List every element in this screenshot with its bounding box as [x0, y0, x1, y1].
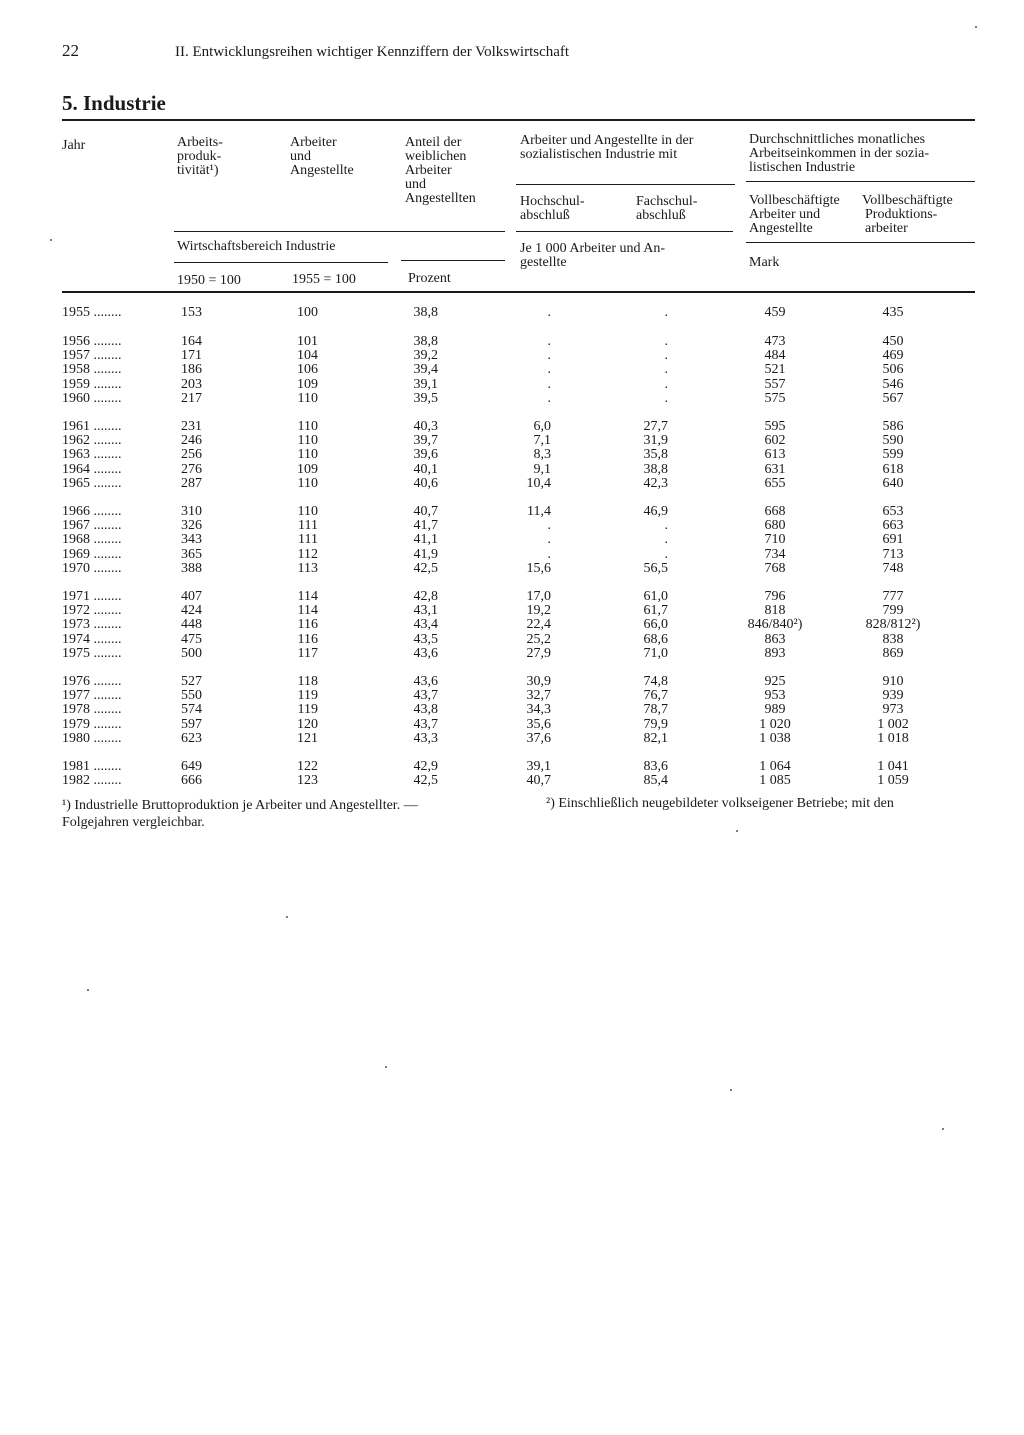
- cell-anteil-weiblich: 39,1: [413, 376, 438, 392]
- cell-anteil-weiblich: 42,8: [413, 589, 438, 604]
- cell-arbeiter: 118: [297, 674, 318, 689]
- header-anteil-weiblich: Anteil der weiblichen Arbeiter und Angestellten: [405, 135, 476, 206]
- header-sozialistische-industrie: Arbeiter und Angestellte in der sozialistischen Industrie mit: [520, 133, 694, 162]
- cell-produktivitaet: 649: [181, 759, 202, 774]
- cell-anteil-weiblich: 39,4: [413, 362, 438, 378]
- cell-arbeiter: 110: [297, 504, 318, 519]
- cell-einkommen-aa: 796: [764, 589, 786, 604]
- header-arbeitsproduktivitaet: Arbeits- produk- tivität¹): [177, 135, 223, 178]
- cell-year: 1964 ........: [62, 461, 122, 477]
- cell-einkommen-aa: 680: [764, 518, 786, 534]
- rule-einkommen: [746, 181, 975, 182]
- cell-anteil-weiblich: 43,4: [413, 617, 438, 633]
- cell-einkommen-pa: 713: [882, 546, 904, 562]
- cell-hochschul: .: [547, 362, 551, 378]
- cell-hochschul: 27,9: [526, 645, 551, 661]
- cell-produktivitaet: 343: [181, 532, 202, 548]
- rule-mark-top: [746, 242, 975, 243]
- cell-year: 1979 ........: [62, 716, 122, 732]
- cell-arbeiter: 101: [297, 334, 318, 349]
- cell-hochschul: 35,6: [526, 716, 551, 732]
- cell-einkommen-aa: 768: [764, 560, 786, 576]
- cell-arbeiter: 121: [297, 730, 318, 746]
- cell-einkommen-aa: 668: [764, 504, 786, 519]
- cell-einkommen-aa: 1 064: [759, 759, 791, 774]
- header-base-1950: 1950 = 100: [177, 273, 241, 288]
- cell-einkommen-pa: 1 041: [877, 759, 909, 774]
- scan-speck: [736, 830, 738, 832]
- cell-arbeiter: 119: [297, 688, 318, 704]
- cell-einkommen-aa: 893: [764, 645, 786, 661]
- cell-einkommen-pa: 546: [882, 376, 904, 392]
- cell-year: 1973 ........: [62, 617, 122, 633]
- cell-einkommen-aa: 484: [764, 348, 786, 364]
- cell-produktivitaet: 597: [181, 716, 202, 732]
- cell-einkommen-pa: 663: [882, 518, 904, 534]
- cell-einkommen-pa: 653: [882, 504, 904, 519]
- cell-einkommen-aa: 1 020: [759, 716, 791, 732]
- cell-anteil-weiblich: 39,6: [413, 447, 438, 463]
- cell-produktivitaet: 365: [181, 546, 202, 562]
- cell-einkommen-aa: 818: [764, 603, 786, 619]
- cell-anteil-weiblich: 43,1: [413, 603, 438, 619]
- cell-einkommen-pa: 1 018: [877, 730, 909, 746]
- cell-hochschul: .: [547, 348, 551, 364]
- cell-arbeiter: 109: [297, 376, 318, 392]
- cell-einkommen-pa: 640: [882, 475, 904, 491]
- cell-hochschul: 40,7: [526, 773, 551, 789]
- cell-year: 1966 ........: [62, 504, 122, 519]
- cell-year: 1971 ........: [62, 589, 122, 604]
- cell-anteil-weiblich: 38,8: [413, 334, 438, 349]
- cell-hochschul: 17,0: [526, 589, 551, 604]
- cell-fachschul: .: [664, 546, 668, 562]
- cell-produktivitaet: 326: [181, 518, 202, 534]
- cell-anteil-weiblich: 39,5: [413, 390, 438, 406]
- cell-arbeiter: 111: [298, 532, 318, 548]
- cell-fachschul: 85,4: [643, 773, 668, 789]
- page-number: 22: [62, 41, 79, 60]
- cell-year: 1975 ........: [62, 645, 122, 661]
- cell-hochschul: .: [547, 532, 551, 548]
- cell-arbeiter: 113: [297, 560, 318, 576]
- cell-arbeiter: 110: [297, 447, 318, 463]
- cell-year: 1959 ........: [62, 376, 122, 392]
- header-fachschul: Fachschul- abschluß: [636, 194, 698, 223]
- cell-hochschul: 6,0: [533, 419, 551, 434]
- cell-arbeiter: 114: [297, 589, 318, 604]
- cell-einkommen-aa: 846/840²): [747, 617, 803, 633]
- cell-fachschul: .: [664, 518, 668, 534]
- cell-arbeiter: 117: [297, 645, 318, 661]
- cell-produktivitaet: 666: [181, 773, 202, 789]
- cell-produktivitaet: 164: [181, 334, 202, 349]
- cell-arbeiter: 106: [297, 362, 318, 378]
- cell-hochschul: 25,2: [526, 631, 551, 647]
- cell-arbeiter: 109: [297, 461, 318, 477]
- cell-einkommen-pa: 973: [882, 702, 904, 718]
- cell-produktivitaet: 276: [181, 461, 202, 477]
- header-bottom-rule: [62, 291, 975, 293]
- cell-anteil-weiblich: 43,6: [413, 674, 438, 689]
- cell-year: 1972 ........: [62, 603, 122, 619]
- section-title: 5. Industrie: [62, 91, 166, 115]
- cell-arbeiter: 110: [297, 419, 318, 434]
- cell-hochschul: 11,4: [527, 504, 551, 519]
- cell-anteil-weiblich: 39,7: [413, 433, 438, 449]
- cell-produktivitaet: 203: [181, 376, 202, 392]
- cell-year: 1969 ........: [62, 546, 122, 562]
- cell-einkommen-aa: 613: [764, 447, 786, 463]
- cell-hochschul: .: [547, 518, 551, 534]
- footnote-2: ²) Einschließlich neugebildeter volkseigener Betriebe; mit den: [546, 796, 894, 811]
- cell-einkommen-pa: 586: [882, 419, 904, 434]
- cell-produktivitaet: 246: [181, 433, 202, 449]
- cell-arbeiter: 100: [297, 305, 318, 320]
- footnote-1: ¹) Industrielle Bruttoproduktion je Arbeiter und Angestellter. —: [62, 798, 418, 813]
- cell-fachschul: 76,7: [643, 688, 668, 704]
- cell-hochschul: 8,3: [533, 447, 551, 463]
- cell-einkommen-pa: 567: [882, 390, 904, 406]
- cell-einkommen-pa: 599: [882, 447, 904, 463]
- rule-sozialistisch: [516, 184, 735, 185]
- cell-hochschul: 7,1: [533, 433, 551, 449]
- header-arbeiter-angestellte: Arbeiter und Angestellte: [290, 135, 354, 178]
- cell-einkommen-pa: 618: [882, 461, 904, 477]
- cell-fachschul: 82,1: [643, 730, 668, 746]
- cell-year: 1968 ........: [62, 532, 122, 548]
- cell-year: 1962 ........: [62, 433, 122, 449]
- cell-einkommen-pa: 590: [882, 433, 904, 449]
- cell-arbeiter: 111: [298, 518, 318, 534]
- scan-speck: [730, 1089, 732, 1091]
- cell-einkommen-aa: 521: [764, 362, 786, 378]
- cell-anteil-weiblich: 43,6: [413, 645, 438, 661]
- cell-arbeiter: 116: [297, 631, 318, 647]
- cell-fachschul: 71,0: [643, 645, 668, 661]
- rule-wirtschaftsbereich-top: [174, 231, 505, 232]
- cell-hochschul: .: [547, 376, 551, 392]
- cell-year: 1956 ........: [62, 334, 122, 349]
- cell-arbeiter: 116: [297, 617, 318, 633]
- cell-year: 1961 ........: [62, 419, 122, 434]
- cell-einkommen-aa: 953: [764, 688, 786, 704]
- cell-arbeiter: 112: [297, 546, 318, 562]
- cell-produktivitaet: 310: [181, 504, 202, 519]
- cell-year: 1957 ........: [62, 348, 122, 364]
- cell-anteil-weiblich: 42,5: [413, 773, 438, 789]
- cell-hochschul: 9,1: [533, 461, 551, 477]
- cell-year: 1976 ........: [62, 674, 122, 689]
- cell-year: 1981 ........: [62, 759, 122, 774]
- cell-year: 1958 ........: [62, 362, 122, 378]
- cell-fachschul: 27,7: [643, 419, 668, 434]
- cell-anteil-weiblich: 41,9: [413, 546, 438, 562]
- cell-produktivitaet: 475: [181, 631, 202, 647]
- cell-produktivitaet: 256: [181, 447, 202, 463]
- cell-fachschul: .: [664, 376, 668, 392]
- cell-produktivitaet: 527: [181, 674, 202, 689]
- cell-arbeiter: 114: [297, 603, 318, 619]
- cell-einkommen-aa: 734: [764, 546, 786, 562]
- cell-arbeiter: 110: [297, 475, 318, 491]
- cell-einkommen-pa: 435: [882, 305, 904, 320]
- cell-anteil-weiblich: 43,7: [413, 716, 438, 732]
- cell-einkommen-aa: 989: [764, 702, 786, 718]
- cell-hochschul: .: [547, 305, 551, 320]
- cell-arbeiter: 110: [297, 390, 318, 406]
- cell-fachschul: 68,6: [643, 631, 668, 647]
- cell-arbeiter: 122: [297, 759, 318, 774]
- cell-fachschul: .: [664, 390, 668, 406]
- cell-einkommen-pa: 799: [882, 603, 904, 619]
- cell-anteil-weiblich: 40,3: [413, 419, 438, 434]
- header-vollbeschaeftigte-aa: Vollbeschäftigte Arbeiter und Angestellte: [749, 193, 840, 236]
- cell-fachschul: .: [664, 348, 668, 364]
- cell-produktivitaet: 217: [181, 390, 202, 406]
- cell-fachschul: 38,8: [643, 461, 668, 477]
- cell-fachschul: 83,6: [643, 759, 668, 774]
- cell-einkommen-pa: 1 002: [877, 716, 909, 732]
- header-je-1000: Je 1 000 Arbeiter und An- gestellte: [520, 241, 666, 270]
- header-jahr: Jahr: [62, 138, 86, 153]
- cell-einkommen-pa: 450: [882, 334, 904, 349]
- cell-produktivitaet: 287: [181, 475, 202, 491]
- cell-hochschul: 15,6: [526, 560, 551, 576]
- cell-einkommen-aa: 710: [764, 532, 786, 548]
- rule-prozent-top: [401, 260, 505, 261]
- header-wirtschaftsbereich: Wirtschaftsbereich Industrie: [177, 239, 336, 254]
- header-hochschul: Hochschul- abschluß: [520, 194, 585, 223]
- scan-speck: [975, 26, 977, 28]
- cell-einkommen-pa: 939: [882, 688, 904, 704]
- cell-einkommen-pa: 777: [882, 589, 904, 604]
- cell-einkommen-aa: 925: [764, 674, 786, 689]
- cell-fachschul: 46,9: [643, 504, 668, 519]
- top-rule: [62, 119, 975, 121]
- scan-speck: [385, 1066, 387, 1068]
- cell-year: 1963 ........: [62, 447, 122, 463]
- cell-einkommen-pa: 506: [882, 362, 904, 378]
- rule-base-row: [174, 262, 388, 263]
- cell-fachschul: .: [664, 334, 668, 349]
- cell-produktivitaet: 407: [181, 589, 202, 604]
- cell-year: 1970 ........: [62, 560, 122, 576]
- cell-fachschul: 61,0: [643, 589, 668, 604]
- cell-year: 1977 ........: [62, 688, 122, 704]
- cell-hochschul: .: [547, 390, 551, 406]
- cell-year: 1978 ........: [62, 702, 122, 718]
- cell-anteil-weiblich: 43,3: [413, 730, 438, 746]
- cell-year: 1982 ........: [62, 773, 122, 789]
- cell-produktivitaet: 550: [181, 688, 202, 704]
- cell-einkommen-aa: 459: [764, 305, 786, 320]
- cell-produktivitaet: 186: [181, 362, 202, 378]
- scan-speck: [50, 239, 52, 241]
- cell-einkommen-aa: 575: [764, 390, 786, 406]
- scan-speck: [942, 1128, 944, 1130]
- cell-einkommen-pa: 869: [882, 645, 904, 661]
- cell-einkommen-aa: 1 085: [759, 773, 791, 789]
- cell-anteil-weiblich: 42,5: [413, 560, 438, 576]
- cell-fachschul: 56,5: [643, 560, 668, 576]
- cell-fachschul: 61,7: [643, 603, 668, 619]
- cell-fachschul: 31,9: [643, 433, 668, 449]
- cell-einkommen-pa: 828/812²): [865, 617, 921, 633]
- cell-hochschul: 19,2: [526, 603, 551, 619]
- cell-produktivitaet: 448: [181, 617, 202, 633]
- cell-fachschul: .: [664, 532, 668, 548]
- cell-einkommen-aa: 557: [764, 376, 786, 392]
- cell-anteil-weiblich: 41,7: [413, 518, 438, 534]
- footnote-2-continued: Folgejahren vergleichbar.: [62, 815, 205, 830]
- cell-anteil-weiblich: 40,1: [413, 461, 438, 477]
- cell-einkommen-pa: 1 059: [877, 773, 909, 789]
- cell-fachschul: 74,8: [643, 674, 668, 689]
- cell-einkommen-aa: 602: [764, 433, 786, 449]
- cell-produktivitaet: 424: [181, 603, 202, 619]
- cell-arbeiter: 110: [297, 433, 318, 449]
- cell-anteil-weiblich: 39,2: [413, 348, 438, 364]
- cell-einkommen-pa: 691: [882, 532, 904, 548]
- cell-hochschul: .: [547, 546, 551, 562]
- cell-einkommen-pa: 838: [882, 631, 904, 647]
- cell-einkommen-aa: 1 038: [759, 730, 791, 746]
- cell-hochschul: 22,4: [526, 617, 551, 633]
- cell-hochschul: .: [547, 334, 551, 349]
- cell-hochschul: 34,3: [526, 702, 551, 718]
- cell-fachschul: 42,3: [643, 475, 668, 491]
- cell-produktivitaet: 171: [181, 348, 202, 364]
- cell-year: 1960 ........: [62, 390, 122, 406]
- cell-einkommen-aa: 863: [764, 631, 786, 647]
- cell-anteil-weiblich: 38,8: [413, 305, 438, 320]
- cell-einkommen-pa: 469: [882, 348, 904, 364]
- cell-hochschul: 39,1: [526, 759, 551, 774]
- rule-je1000-top: [516, 231, 733, 232]
- cell-fachschul: 79,9: [643, 716, 668, 732]
- cell-produktivitaet: 231: [181, 419, 202, 434]
- cell-fachschul: .: [664, 305, 668, 320]
- header-vollbeschaeftigte-pa: Vollbeschäftigte Produktions- arbeiter: [862, 193, 953, 236]
- scan-speck: [87, 989, 89, 991]
- cell-anteil-weiblich: 43,8: [413, 702, 438, 718]
- cell-year: 1980 ........: [62, 730, 122, 746]
- cell-einkommen-pa: 748: [882, 560, 904, 576]
- cell-einkommen-pa: 910: [882, 674, 904, 689]
- cell-anteil-weiblich: 42,9: [413, 759, 438, 774]
- cell-anteil-weiblich: 43,7: [413, 688, 438, 704]
- header-base-1955: 1955 = 100: [292, 272, 356, 287]
- cell-fachschul: 78,7: [643, 702, 668, 718]
- cell-arbeiter: 123: [297, 773, 318, 789]
- cell-arbeiter: 120: [297, 716, 318, 732]
- cell-einkommen-aa: 655: [764, 475, 786, 491]
- running-title: II. Entwicklungsreihen wichtiger Kennziffern der Volkswirtschaft: [175, 44, 570, 60]
- cell-produktivitaet: 500: [181, 645, 202, 661]
- cell-year: 1955 ........: [62, 305, 122, 320]
- cell-hochschul: 37,6: [526, 730, 551, 746]
- cell-year: 1965 ........: [62, 475, 122, 491]
- cell-produktivitaet: 388: [181, 560, 202, 576]
- cell-fachschul: 66,0: [643, 617, 668, 633]
- cell-year: 1967 ........: [62, 518, 122, 534]
- header-einkommen: Durchschnittliches monatliches Arbeitseinkommen in der sozia- listischen Industrie: [749, 132, 930, 175]
- cell-einkommen-aa: 631: [764, 461, 786, 477]
- cell-hochschul: 30,9: [526, 674, 551, 689]
- cell-hochschul: 10,4: [526, 475, 551, 491]
- cell-arbeiter: 119: [297, 702, 318, 718]
- cell-anteil-weiblich: 40,7: [413, 504, 438, 519]
- cell-einkommen-aa: 595: [764, 419, 786, 434]
- cell-produktivitaet: 153: [181, 305, 202, 320]
- cell-produktivitaet: 623: [181, 730, 202, 746]
- cell-arbeiter: 104: [297, 348, 318, 364]
- cell-anteil-weiblich: 43,5: [413, 631, 438, 647]
- cell-year: 1974 ........: [62, 631, 122, 647]
- header-mark: Mark: [749, 255, 780, 270]
- scan-speck: [286, 916, 288, 918]
- cell-fachschul: 35,8: [643, 447, 668, 463]
- cell-fachschul: .: [664, 362, 668, 378]
- cell-hochschul: 32,7: [526, 688, 551, 704]
- header-prozent: Prozent: [408, 271, 451, 286]
- cell-anteil-weiblich: 40,6: [413, 475, 438, 491]
- cell-produktivitaet: 574: [181, 702, 202, 718]
- cell-anteil-weiblich: 41,1: [413, 532, 438, 548]
- cell-einkommen-aa: 473: [764, 334, 786, 349]
